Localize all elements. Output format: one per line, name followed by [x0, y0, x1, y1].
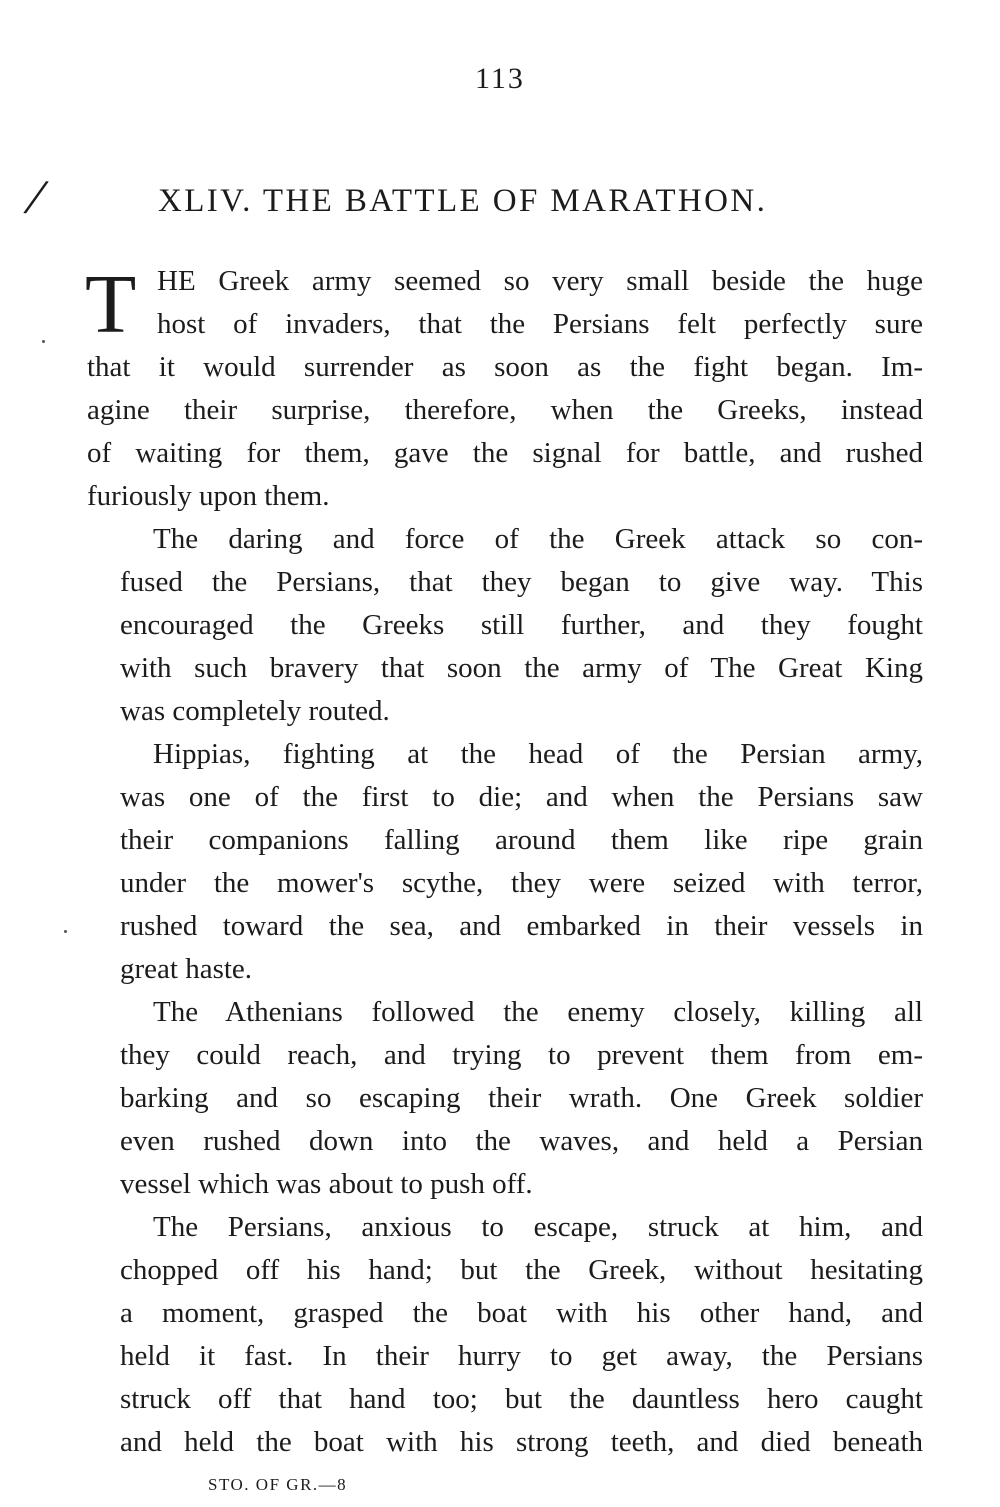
text-line: fused the Persians, that they began to give way. This: [120, 566, 923, 598]
paragraph: [87, 518, 923, 733]
stray-mark: [64, 930, 67, 933]
paragraph: [87, 260, 923, 518]
text-line: encouraged the Greeks still further, and they fought: [120, 609, 923, 641]
paragraph: [87, 1206, 923, 1464]
text-line: vessel which was about to push off.: [120, 1168, 533, 1200]
text-line: The daring and force of the Greek attack so con-: [153, 523, 923, 555]
paragraph: [87, 733, 923, 991]
text-line: held it fast. In their hurry to get away, the Persians: [120, 1340, 923, 1372]
text-line: The Athenians followed the enemy closely, killing all: [153, 996, 923, 1028]
text-line: barking and so escaping their wrath. One Greek soldier: [120, 1082, 923, 1114]
signature-mark: [208, 1473, 347, 1496]
text-line: agine their surprise, therefore, when the Greeks, instead: [87, 394, 923, 426]
text-line: a moment, grasped the boat with his other hand, and: [120, 1297, 923, 1329]
text-line: under the mower's scythe, they were seized with terror,: [120, 867, 923, 899]
footer-signature: STO. OF GR.—8: [208, 1475, 348, 1494]
text-line: rushed toward the sea, and embarked in their vessels in: [120, 910, 923, 942]
text-line: HE Greek army seemed so very small beside the huge: [157, 265, 923, 297]
text-line: was one of the first to die; and when the Persians saw: [120, 781, 923, 813]
text-line: was completely routed.: [120, 695, 390, 727]
text-line: chopped off his hand; but the Greek, without hesitating: [120, 1254, 923, 1286]
body-text: [87, 260, 923, 1464]
chapter-title: XLIV. THE BATTLE OF MARATHON.: [158, 183, 768, 219]
text-line: furiously upon them.: [87, 480, 330, 512]
drop-cap: T: [85, 258, 137, 351]
text-line: they could reach, and trying to prevent them from em-: [120, 1039, 923, 1071]
stray-mark: [42, 340, 45, 343]
text-line: that it would surrender as soon as the fight began. Im-: [87, 351, 923, 383]
text-line: with such bravery that soon the army of The Great King: [120, 652, 923, 684]
text-line: struck off that hand too; but the dauntless hero caught: [120, 1383, 923, 1415]
text-line: great haste.: [120, 953, 253, 985]
page-number: 113: [475, 62, 525, 95]
text-line: of waiting for them, gave the signal for battle, and rushed: [87, 437, 923, 469]
text-line: even rushed down into the waves, and held a Persian: [120, 1125, 923, 1157]
text-line: their companions falling around them like ripe grain: [120, 824, 923, 856]
text-line: The Persians, anxious to escape, struck at him, and: [153, 1211, 923, 1243]
margin-pencil-mark: /: [24, 168, 47, 227]
paragraph: [87, 991, 923, 1206]
text-line: and held the boat with his strong teeth, and died beneath: [120, 1426, 923, 1458]
text-line: Hippias, fighting at the head of the Persian army,: [153, 738, 923, 770]
text-line: host of invaders, that the Persians felt perfectly sure: [157, 308, 923, 340]
